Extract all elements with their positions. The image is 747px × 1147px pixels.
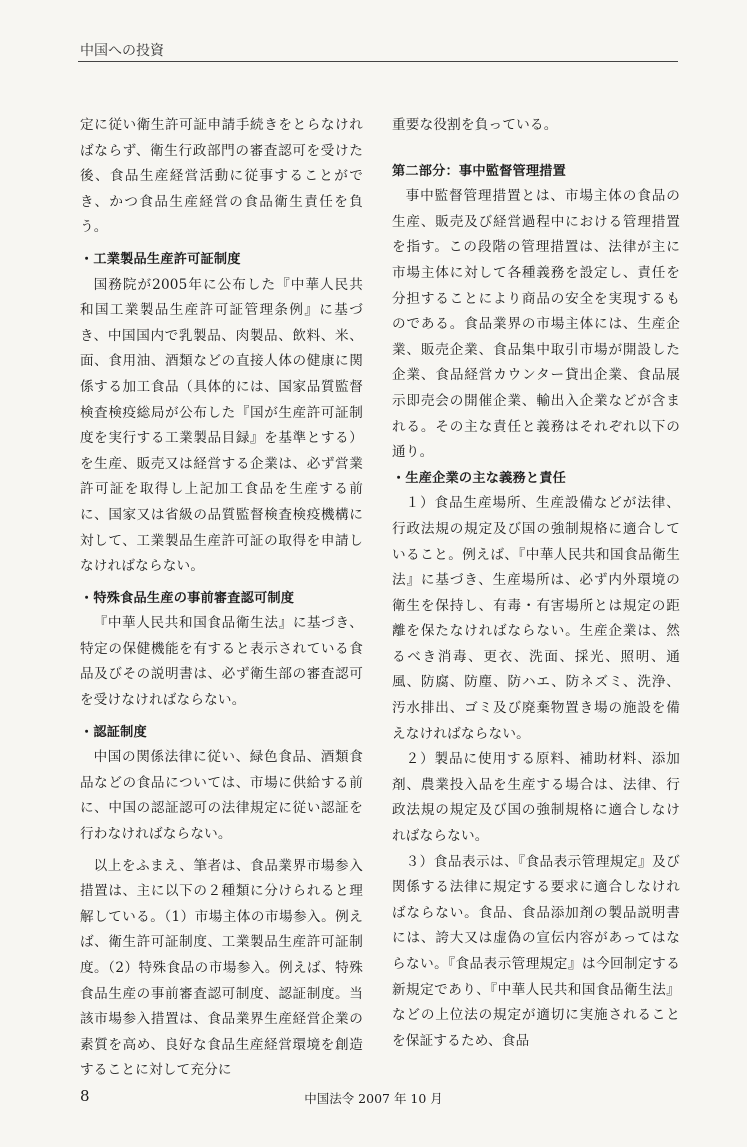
right-column bbox=[392, 113, 680, 1054]
section-heading: 第二部分：事中監督管理措置 bbox=[392, 163, 567, 179]
paragraph: 以上をふまえ、筆者は、食品業界市場参入措置は、主に以下の２種類に分けられると理解している。（1）市場主体の市場参入。例えば、衛生許可証制度、工業製品生産許可証制度。（2）特殊食品の市場参入。例えば、特殊食品生産の事前審査認可制度、認証制度。当該市場参入措置は、食品業界生産経営企業の素質を高め、良好な食品生産経営環境を創造することに対して充分に bbox=[80, 857, 363, 1079]
section-heading: ・工業製品生産許可証制度 bbox=[80, 251, 241, 267]
paragraph: 国務院が2005年に公布した『中華人民共和国工業製品生産許可証管理条例』に基づき、中国国内で乳製品、肉製品、飲料、米、面、食用油、酒類などの直接人体の健康に関係する加工食品（具体的には、国家品質監督検査検疫総局が公布した『国が生産許可証制度を実行する工業製品目録』を基準とする）を生産、販売又は経営する企業は、必ず営業許可証を取得し上記加工食品を生産する前に、国家又は省級の品質監督検査検疫機構に対して、工業製品生産許可証の取得を申請しなければならない。 bbox=[80, 276, 363, 575]
paragraph: 事中監督管理措置とは、市場主体の食品の生産、販売及び経営過程中における管理措置を指す。この段階の管理措置は、法律が主に市場主体に対して各種義務を設定し、責任を分担することにより商品の安全を実現するものである。食品業界の市場主体には、生産企業、販売企業、食品集中取引市場が開設した企業、食品経営カウンター貸出企業、食品展示即売会の開催企業、輸出入企業などが含まれる。その主な責任と義務はそれぞれ以下の通り。 bbox=[392, 188, 680, 461]
section-heading: ・特殊食品生産の事前審査認可制度 bbox=[80, 590, 295, 606]
paragraph: １）食品生産場所、生産設備などが法律、行政法規の規定及び国の強制規格に適合していること。例えば、『中華人民共和国食品衛生法』に基づき、生産場所は、必ず内外環境の衛生を保持し、有毒・有害場所とは規定の距離を保たなければならない。生産企業は、然るべき消毒、更衣、洗面、採光、照明、通風、防腐、防塵、防ハエ、防ネズミ、洗浄、汚水排出、ゴミ及び廃棄物置き場の施設を備えなければならない。 bbox=[392, 495, 680, 742]
header-rule bbox=[78, 61, 678, 62]
publication-info: 中国法令 2007 年 10 月 bbox=[304, 1091, 443, 1106]
paragraph: 『中華人民共和国食品衛生法』に基づき、特定の保健機能を有すると表示されている食品及びその説明書は、必ず衛生部の審査認可を受けなければならない。 bbox=[80, 615, 363, 709]
paragraph: ３）食品表示は、『食品表示管理規定』及び関係する法律に規定する要求に適合しなければならない。食品、食品添加剤の製品説明書には、誇大又は虚偽の宣伝内容があってはならない。『食品表示管理規定』は今回制定する新規定であり、『中華人民共和国食品衛生法』などの上位法の規定が適切に実施されることを保証するため、食品 bbox=[392, 853, 680, 1049]
paragraph: 定に従い衛生許可証申請手続きをとらなければならず、衛生行政部門の審査認可を受けた後、食品生産経営活動に従事することができ、かつ食品生産経営の食品衛生責任を負う。 bbox=[80, 117, 363, 236]
section-heading: ・生産企業の主な義務と責任 bbox=[392, 470, 567, 486]
section-heading: ・認証制度 bbox=[80, 724, 147, 740]
paragraph: ２）製品に使用する原料、補助材料、添加剤、農業投入品を生産する場合は、法律、行政法規の規定及び国の強制規格に適合しなければならない。 bbox=[392, 751, 680, 845]
paragraph: 重要な役割を負っている。 bbox=[392, 117, 558, 133]
paragraph: 中国の関係法律に従い、緑色食品、酒類食品などの食品については、市場に供給する前に、中国の認証認可の法律規定に従い認証を行わなければならない。 bbox=[80, 749, 363, 843]
header-title: 中国への投資 bbox=[80, 43, 164, 59]
page-number: 8 bbox=[80, 1087, 90, 1105]
left-column bbox=[80, 113, 363, 1084]
